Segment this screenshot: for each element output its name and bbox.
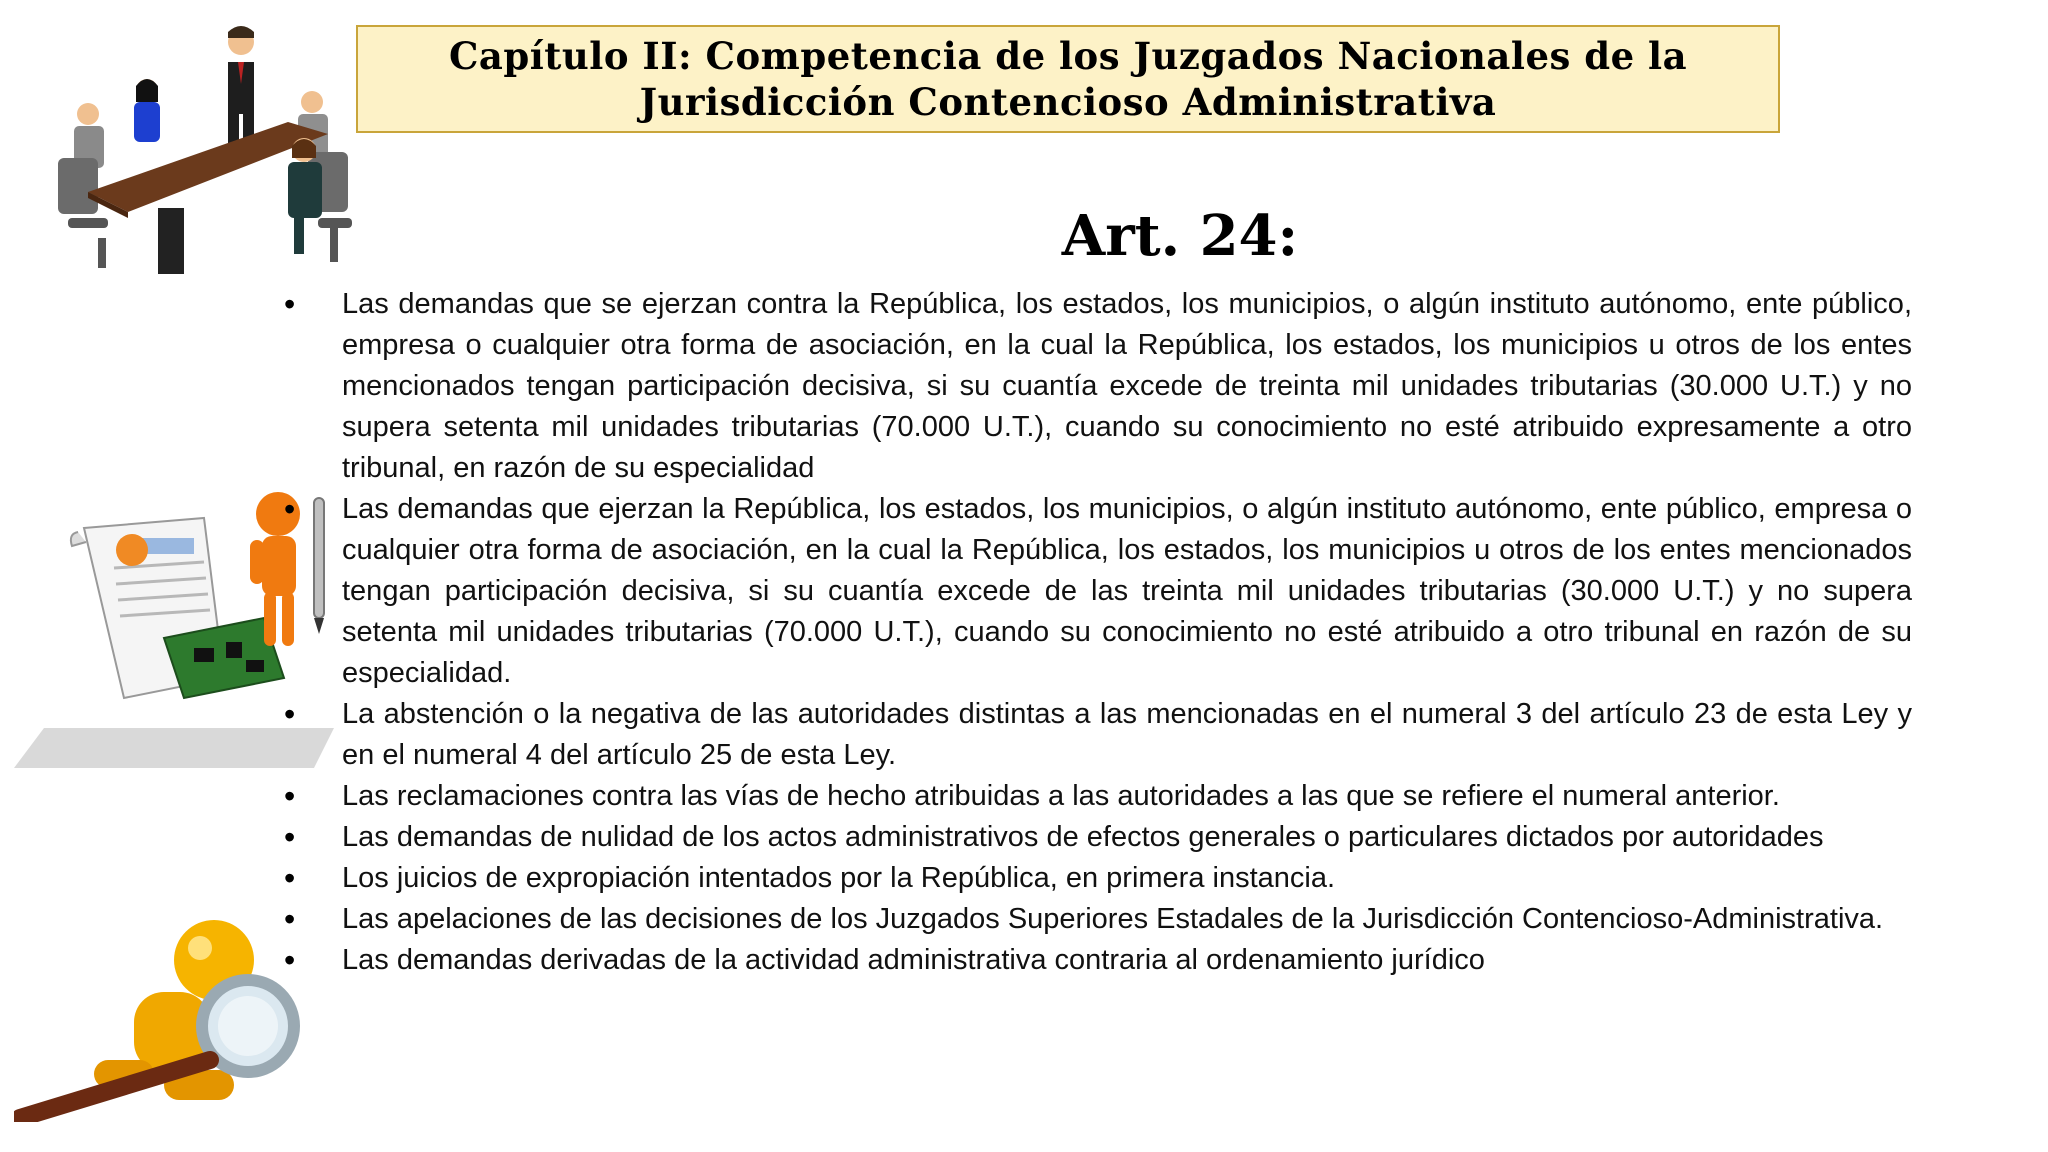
article-heading: Art. 24: <box>1061 203 1299 269</box>
list-item: • Las demandas derivadas de la actividad administrativa contraria al ordenamiento jurídico <box>280 940 1912 981</box>
list-item: • Las demandas que se ejerzan contra la República, los estados, los municipios, o algún instituto autónomo, ente público, empresa o cualquier otra forma de asociación, en la cual la República, los estados, los municipios u otros de los entes mencionados tengan participación decisiva, si su cuantía excede de treinta mil unidades tributarias (30.000 U.T.) y no supera setenta mil unidades tributarias (70.000 U.T.), cuando su conocimiento no esté atribuido expresamente a otro tribunal, en razón de su especialidad <box>280 284 1912 489</box>
list-item: • La abstención o la negativa de las autoridades distintas a las mencionadas en el numeral 3 del artículo 23 de esta Ley y en el numeral 4 del artículo 25 de esta Ley. <box>280 694 1912 776</box>
list-item: • Los juicios de expropiación intentados por la República, en primera instancia. <box>280 858 1912 899</box>
list-item: • Las demandas de nulidad de los actos administrativos de efectos generales o particulares dictados por autoridades <box>280 817 1912 858</box>
chapter-title-box <box>356 25 1780 133</box>
list-item: • Las demandas que ejerzan la República, los estados, los municipios, o algún instituto autónomo, ente público, empresa o cualquier otra forma de asociación, en la cual la República, los estados, los municipios u otros de los entes mencionados tengan participación decisiva, si su cuantía excede de las treinta mil unidades tributarias (30.000 U.T.) y no supera setenta mil unidades tributarias (70.000 U.T.), cuando su conocimiento no esté atribuido a otro tribunal en razón de su especialidad. <box>280 489 1912 694</box>
magnifier-illustration <box>14 900 304 1122</box>
list-item: • Las reclamaciones contra las vías de hecho atribuidas a las autoridades a las que se refiere el numeral anterior. <box>280 776 1912 817</box>
article-item-list <box>280 284 1912 981</box>
meeting-illustration <box>58 22 358 276</box>
chapter-title: Capítulo II: Competencia de los Juzgados Nacionales de la Jurisdicción Contencioso Administrativa <box>448 34 1688 124</box>
list-item: • Las apelaciones de las decisiones de los Juzgados Superiores Estadales de la Jurisdicción Contencioso-Administrativa. <box>280 899 1912 940</box>
